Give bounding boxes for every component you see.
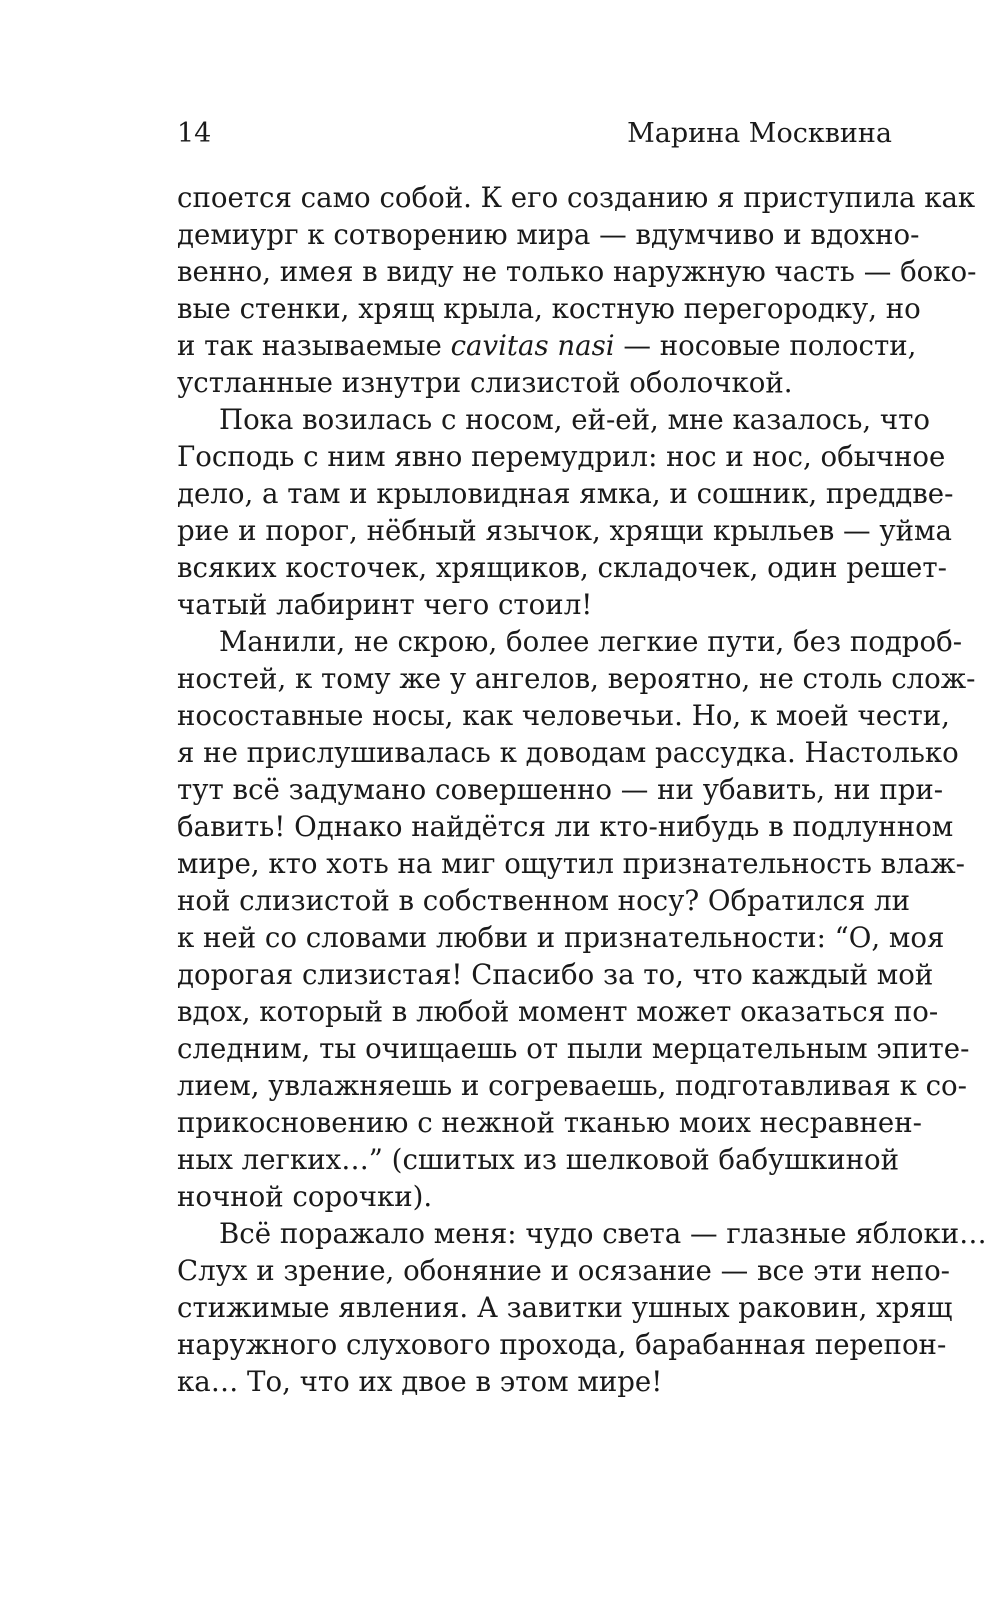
text-line: носоставные носы, как человечьи. Но, к моей чести, xyxy=(177,699,950,732)
text-line: ностей, к тому же у ангелов, вероятно, не столь слож- xyxy=(177,662,976,695)
paragraph-first-line: Манили, не скрою, более легкие пути, без подроб- xyxy=(219,625,963,658)
paragraph-first-line: Всё поражало меня: чудо света — глазные яблоки… xyxy=(219,1217,987,1250)
text-line: венно, имея в виду не только наружную часть — боко- xyxy=(177,255,977,288)
text-line: мире, кто хоть на миг ощутил признательность влаж- xyxy=(177,847,965,880)
text-line: тут всё задумано совершенно — ни убавить, ни при- xyxy=(177,773,944,806)
paragraph-first-line: Пока возилась с носом, ей-ей, мне казалось, что xyxy=(219,403,931,436)
page-number: 14 xyxy=(177,118,212,149)
text-line: вые стенки, хрящ крыла, костную перегородку, но xyxy=(177,292,921,325)
text-line: наружного слухового прохода, барабанная перепон- xyxy=(177,1328,947,1361)
text-line: ка… То, что их двое в этом мире! xyxy=(177,1365,663,1398)
text-line: ной слизистой в собственном носу? Обратился ли xyxy=(177,884,911,917)
text-line: ночной сорочки). xyxy=(177,1180,433,1213)
text-line: всяких косточек, хрящиков, складочек, один решет- xyxy=(177,551,947,584)
text-line: Господь с ним явно перемудрил: нос и нос, обычное xyxy=(177,440,946,473)
text-line: демиург к сотворению мира — вдумчиво и вдохно- xyxy=(177,218,920,251)
text-line: стижимые явления. А завитки ушных раковин, хрящ xyxy=(177,1291,953,1324)
text-line: вдох, который в любой момент может оказаться по- xyxy=(177,995,939,1028)
italic-phrase: cavitas nasi xyxy=(450,329,615,362)
text-line: споется само собой. К его созданию я приступила как xyxy=(177,181,976,214)
text-line: бавить! Однако найдётся ли кто-нибудь в подлунном xyxy=(177,810,954,843)
body-text xyxy=(177,179,987,1400)
text-line: я не прислушивалась к доводам рассудка. Настолько xyxy=(177,736,959,769)
text-line: чатый лабиринт чего стоил! xyxy=(177,588,593,621)
text-line-with-italic: и так называемые cavitas nasi — носовые полости, xyxy=(177,329,917,362)
text-line: дело, а там и крыловидная ямка, и сошник, преддве- xyxy=(177,477,954,510)
text-line: устланные изнутри слизистой оболочкой. xyxy=(177,366,793,399)
text-line: следним, ты очищаешь от пыли мерцательным эпите- xyxy=(177,1032,970,1065)
text-line: дорогая слизистая! Спасибо за то, что каждый мой xyxy=(177,958,934,991)
text-line: к ней со словами любви и признательности: “О, моя xyxy=(177,921,945,954)
text-line: прикосновению с нежной тканью моих несравнен- xyxy=(177,1106,922,1139)
running-head-author: Марина Москвина xyxy=(627,118,892,149)
text-line: рие и порог, нёбный язычок, хрящи крыльев — уйма xyxy=(177,514,952,547)
text-line: лием, увлажняешь и согреваешь, подготавливая к со- xyxy=(177,1069,967,1102)
text-line: Слух и зрение, обоняние и осязание — все эти непо- xyxy=(177,1254,951,1287)
text-line: ных легких…” (сшитых из шелковой бабушкиной xyxy=(177,1143,899,1176)
